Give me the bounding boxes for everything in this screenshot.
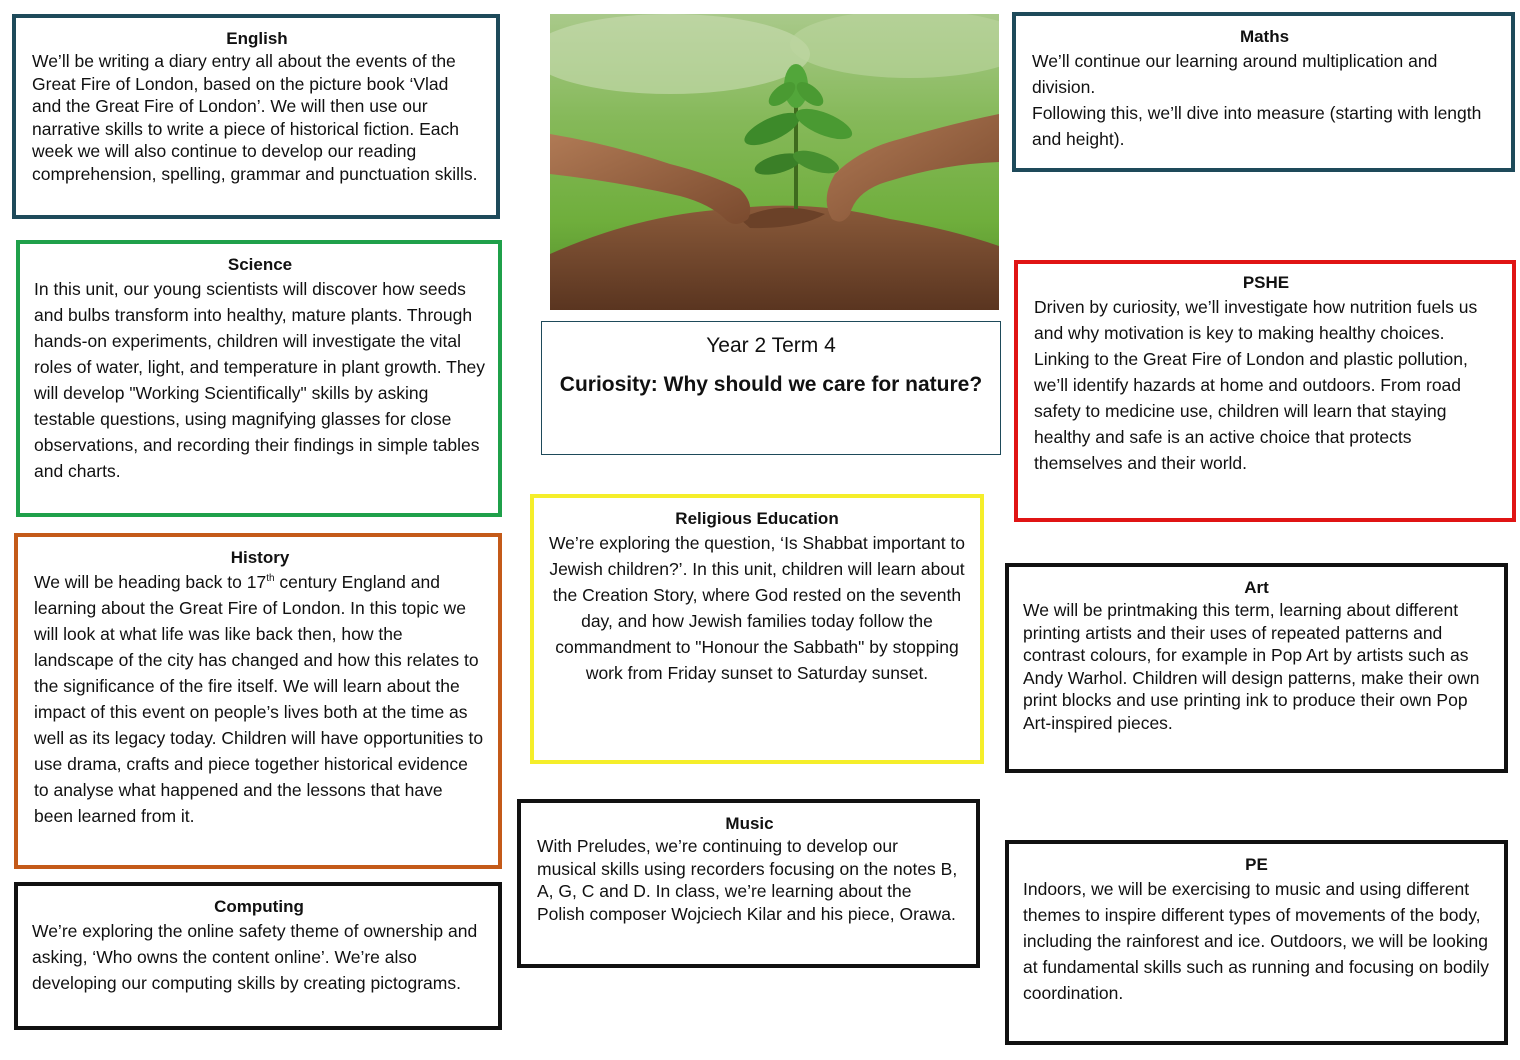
history-panel	[14, 533, 502, 869]
pe-panel	[1005, 840, 1508, 1045]
science-heading: Science	[227, 255, 293, 274]
computing-text: We’re exploring the online safety theme of ownership and asking, ‘Who owns the content online’. We’re also developing our computing skills by creating pictograms.	[32, 921, 478, 993]
pshe-text: Driven by curiosity, we’ll investigate how nutrition fuels us and why motivation is key to making healthy choices. Linking to the Great Fire of London and plastic pollution, we’ll identify hazards at home and outdoors. From road safety to medicine use, children will learn that staying healthy and safe is an active choice that protects themselves and their world.	[1034, 297, 1478, 473]
history-text: We will be heading back to 17th century England and learning about the Great Fire of London. In this topic we will look at what life was like back then, how the landscape of the city has changed and how this relates to the significance of the fire itself. We will learn about the impact of this event on people’s lives both at the time as well as its legacy today. Children will have opportunities to use drama, crafts and piece together historical evidence to analyse what happened and the lessons that have been learned from it.	[34, 572, 484, 826]
seedling-photo	[550, 14, 999, 310]
english-text: We’ll be writing a diary entry all about the events of the Great Fire of London, based on the picture book ‘Vlad and the Great Fire of London’. We will then use our narrative skills to write a piece of historical fiction. Each week we will also continue to develop our reading comprehension, spelling, grammar and punctuation skills.	[32, 51, 478, 184]
music-panel	[517, 799, 980, 968]
science-panel	[16, 240, 502, 517]
english-heading: English	[226, 29, 288, 48]
re-text: We’re exploring the question, ‘Is Shabbat important to Jewish children?’. In this unit, children will learn about the Creation Story, where God rested on the seventh day, and how Jewish families today follow the commandment to "Honour the Sabbath" by stopping work from Friday sunset to Saturday sunset.	[548, 533, 966, 683]
maths-text-2: Following this, we’ll dive into measure (starting with length and height).	[1032, 103, 1482, 149]
pe-text: Indoors, we will be exercising to music and using different themes to inspire different types of movements of the body, including the rainforest and ice. Outdoors, we will be looking at fundamental skills such as running and focusing on bodily coordination.	[1023, 879, 1489, 1003]
religious-education-panel	[530, 494, 984, 764]
topic-question: Curiosity: Why should we care for nature?	[559, 373, 983, 396]
pshe-heading: PSHE	[1242, 273, 1290, 292]
maths-panel	[1012, 12, 1515, 172]
computing-heading: Computing	[214, 897, 304, 916]
english-panel	[12, 14, 500, 219]
title-panel	[541, 321, 1001, 455]
art-text: We will be printmaking this term, learning about different printing artists and their uses of repeated patterns and contrast colours, for example in Pop Art by artists such as Andy Warhol. Children will design patterns, make their own print blocks and use printing ink to produce their own Pop Art-inspired pieces.	[1023, 600, 1480, 733]
re-heading: Religious Education	[675, 509, 839, 528]
year-term-title: Year 2 Term 4	[706, 334, 836, 357]
computing-panel	[14, 882, 502, 1030]
maths-text-1: We’ll continue our learning around multiplication and division.	[1032, 51, 1438, 97]
history-heading: History	[230, 548, 290, 567]
pshe-panel	[1014, 260, 1516, 522]
maths-heading: Maths	[1239, 27, 1290, 46]
art-panel	[1005, 563, 1508, 773]
art-heading: Art	[1244, 578, 1269, 597]
music-text: With Preludes, we’re continuing to develop our musical skills using recorders focusing on the notes B, A, G, C and D. In class, we’re learning about the Polish composer Wojciech Kilar and his piece, Orawa.	[537, 836, 958, 924]
pe-heading: PE	[1245, 855, 1268, 874]
music-heading: Music	[725, 814, 774, 833]
science-text: In this unit, our young scientists will discover how seeds and bulbs transform into healthy, mature plants. Through hands-on experiments, children will investigate the vital roles of water, light, and temperature in plant growth. They will develop "Working Scientifically" skills by asking testable questions, using magnifying glasses for close observations, and recording their findings in simple tables and charts.	[34, 279, 486, 481]
